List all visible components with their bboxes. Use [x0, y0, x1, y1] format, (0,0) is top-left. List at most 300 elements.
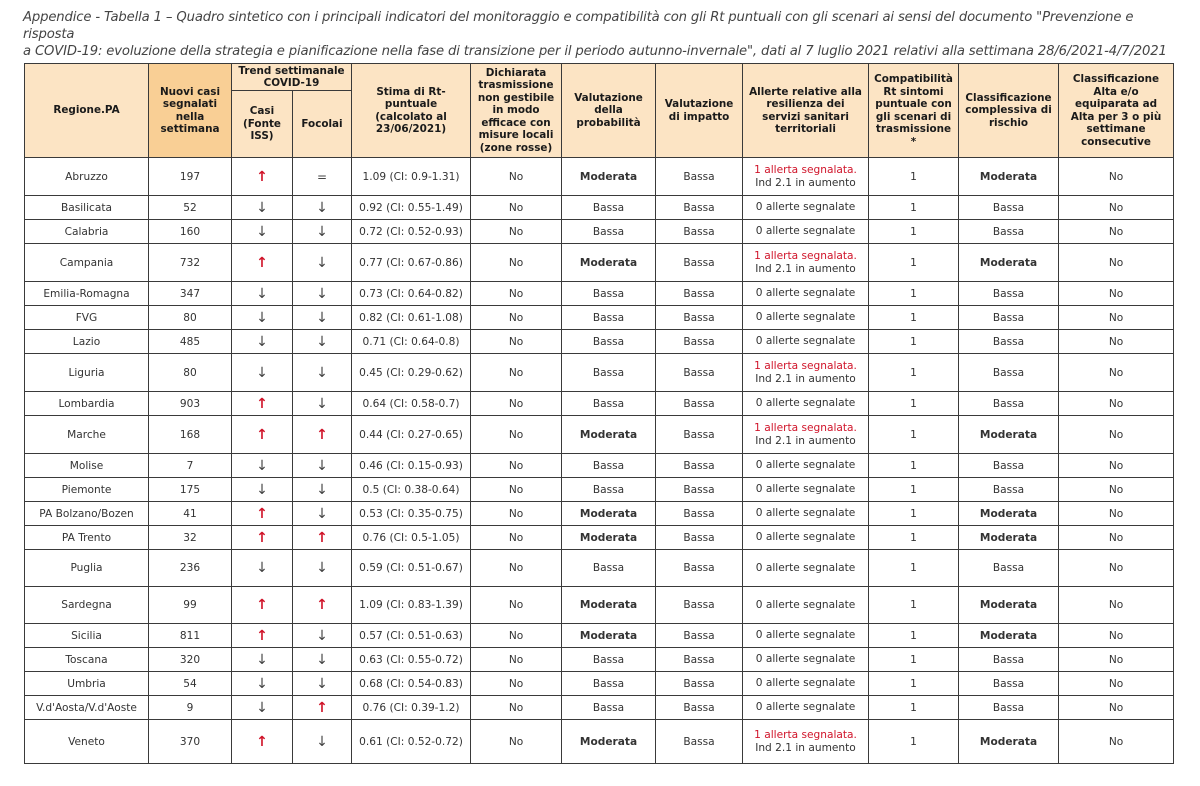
- cell-regione: Campania: [25, 244, 149, 282]
- alert-status: 0 allerte segnalate: [755, 201, 856, 213]
- header-impatto: Valutazione di impatto: [656, 64, 743, 158]
- cell-allerte: [743, 502, 869, 526]
- cell-probabilita: Moderata: [562, 624, 656, 648]
- cell-alta: No: [1059, 416, 1174, 454]
- cell-nuovi-casi: 236: [149, 550, 232, 587]
- alert-status: 1 allerta segnalata.: [754, 421, 857, 434]
- cell-compatibilita: 1: [869, 158, 959, 196]
- table-row: [25, 550, 1174, 587]
- alert-detail: Ind 2.1 in aumento: [755, 434, 856, 447]
- cell-nuovi-casi: 80: [149, 306, 232, 330]
- cell-classificazione: Bassa: [959, 196, 1059, 220]
- arrow-up-icon: ↑: [256, 529, 268, 546]
- alert-status: 0 allerte segnalate: [755, 598, 856, 611]
- cell-rt: 0.76 (CI: 0.5-1.05): [352, 526, 471, 550]
- cell-regione: PA Bolzano/Bozen: [25, 502, 149, 526]
- cell-rt: 1.09 (CI: 0.9-1.31): [352, 158, 471, 196]
- cell-probabilita: Bassa: [562, 330, 656, 354]
- cell-impatto: Bassa: [656, 416, 743, 454]
- cell-impatto: Bassa: [656, 244, 743, 282]
- cell-nuovi-casi: 811: [149, 624, 232, 648]
- cell-probabilita: Moderata: [562, 502, 656, 526]
- cell-classificazione: Bassa: [959, 306, 1059, 330]
- cell-nuovi-casi: 9: [149, 696, 232, 720]
- cell-trasmissione: No: [471, 478, 562, 502]
- cell-rt: 0.76 (CI: 0.39-1.2): [352, 696, 471, 720]
- alert-status: 1 allerta segnalata.: [754, 249, 857, 262]
- cell-compatibilita: 1: [869, 672, 959, 696]
- cell-alta: No: [1059, 282, 1174, 306]
- cell-trasmissione: No: [471, 158, 562, 196]
- cell-regione: Veneto: [25, 720, 149, 764]
- cell-alta: No: [1059, 478, 1174, 502]
- alert-status: 1 allerta segnalata.: [754, 359, 857, 372]
- cell-compatibilita: 1: [869, 696, 959, 720]
- cell-regione: Basilicata: [25, 196, 149, 220]
- cell-nuovi-casi: 320: [149, 648, 232, 672]
- arrow-up-icon: ↑: [316, 597, 328, 613]
- cell-trend-casi: [232, 454, 293, 478]
- alert-status: 0 allerte segnalate: [755, 225, 856, 237]
- cell-trend-focolai: [293, 550, 352, 587]
- cell-alta: No: [1059, 306, 1174, 330]
- cell-allerte: [743, 392, 869, 416]
- cell-compatibilita: 1: [869, 220, 959, 244]
- cell-impatto: Bassa: [656, 220, 743, 244]
- cell-allerte: [743, 454, 869, 478]
- cell-regione: Sardegna: [25, 587, 149, 624]
- cell-trasmissione: No: [471, 550, 562, 587]
- cell-trend-casi: [232, 720, 293, 764]
- arrow-down-icon: ↓: [256, 223, 268, 240]
- header-allerte: Allerte relative alla resilienza dei servizi sanitari territoriali: [743, 64, 869, 158]
- cell-trasmissione: No: [471, 416, 562, 454]
- cell-probabilita: Moderata: [562, 158, 656, 196]
- arrow-down-icon: ↓: [316, 560, 328, 576]
- caption-line-2: a COVID-19: evoluzione della strategia e pianificazione nella fase di transizione per il periodo autunno-invernale", dati al 7 luglio 2021 relativi alla settimana 28/6/2021-4/7/2021: [23, 44, 1167, 59]
- cell-classificazione: Bassa: [959, 454, 1059, 478]
- alert-status: 0 allerte segnalate: [755, 653, 856, 665]
- cell-trend-casi: [232, 587, 293, 624]
- cell-probabilita: Bassa: [562, 196, 656, 220]
- cell-trasmissione: No: [471, 624, 562, 648]
- alert-status: 0 allerte segnalate: [755, 311, 856, 323]
- cell-allerte: [743, 220, 869, 244]
- arrow-up-icon: ↑: [256, 597, 268, 613]
- cell-classificazione: Bassa: [959, 550, 1059, 587]
- cell-trend-focolai: [293, 478, 352, 502]
- table-row: [25, 502, 1174, 526]
- cell-compatibilita: 1: [869, 550, 959, 587]
- cell-trasmissione: No: [471, 502, 562, 526]
- cell-trasmissione: No: [471, 330, 562, 354]
- table-row: [25, 416, 1174, 454]
- arrow-down-icon: ↓: [316, 395, 328, 412]
- arrow-up-icon: ↑: [256, 733, 268, 750]
- cell-rt: 0.57 (CI: 0.51-0.63): [352, 624, 471, 648]
- cell-rt: 0.44 (CI: 0.27-0.65): [352, 416, 471, 454]
- header-probabilita: Valutazione della probabilità: [562, 64, 656, 158]
- cell-rt: 0.72 (CI: 0.52-0.93): [352, 220, 471, 244]
- cell-trasmissione: No: [471, 672, 562, 696]
- table-row: [25, 526, 1174, 550]
- cell-alta: No: [1059, 696, 1174, 720]
- cell-rt: 0.64 (CI: 0.58-0.7): [352, 392, 471, 416]
- cell-trend-focolai: [293, 672, 352, 696]
- cell-rt: 0.73 (CI: 0.64-0.82): [352, 282, 471, 306]
- alert-status: 0 allerte segnalate: [755, 459, 856, 471]
- table-row: [25, 672, 1174, 696]
- cell-allerte: [743, 196, 869, 220]
- cell-regione: Toscana: [25, 648, 149, 672]
- cell-allerte: [743, 354, 869, 392]
- arrow-down-icon: ↓: [256, 309, 268, 326]
- arrow-up-icon: ↑: [316, 529, 328, 546]
- header-classificazione: Classificazione complessiva di rischio: [959, 64, 1059, 158]
- cell-alta: No: [1059, 158, 1174, 196]
- cell-trasmissione: No: [471, 392, 562, 416]
- cell-probabilita: Moderata: [562, 244, 656, 282]
- table-row: [25, 306, 1174, 330]
- cell-regione: Marche: [25, 416, 149, 454]
- header-compatibilita: Compatibilità Rt sintomi puntuale con gli scenari di trasmissione *: [869, 64, 959, 158]
- cell-trend-casi: [232, 392, 293, 416]
- cell-allerte: [743, 720, 869, 764]
- table-row: [25, 648, 1174, 672]
- arrow-down-icon: ↓: [256, 333, 268, 350]
- alert-detail: Ind 2.1 in aumento: [755, 262, 856, 275]
- arrow-down-icon: ↓: [316, 364, 328, 381]
- cell-nuovi-casi: 160: [149, 220, 232, 244]
- alert-status: 0 allerte segnalate: [755, 701, 856, 713]
- table-row: [25, 330, 1174, 354]
- cell-probabilita: Bassa: [562, 354, 656, 392]
- cell-trasmissione: No: [471, 306, 562, 330]
- arrow-down-icon: ↓: [256, 457, 268, 474]
- arrow-down-icon: ↓: [316, 223, 328, 240]
- cell-compatibilita: 1: [869, 587, 959, 624]
- cell-trend-casi: [232, 696, 293, 720]
- cell-nuovi-casi: 52: [149, 196, 232, 220]
- cell-impatto: Bassa: [656, 648, 743, 672]
- table-row: [25, 624, 1174, 648]
- table-row: [25, 720, 1174, 764]
- cell-nuovi-casi: 175: [149, 478, 232, 502]
- arrow-down-icon: ↓: [316, 733, 328, 750]
- arrow-down-icon: ↓: [256, 675, 268, 692]
- cell-rt: 0.5 (CI: 0.38-0.64): [352, 478, 471, 502]
- table-row: [25, 454, 1174, 478]
- cell-trend-focolai: [293, 330, 352, 354]
- cell-trend-casi: [232, 158, 293, 196]
- arrow-down-icon: ↓: [316, 333, 328, 350]
- cell-compatibilita: 1: [869, 282, 959, 306]
- cell-probabilita: Bassa: [562, 648, 656, 672]
- header-alta: Classificazione Alta e/o equiparata ad Alta per 3 o più settimane consecutive: [1059, 64, 1174, 158]
- cell-trend-focolai: [293, 720, 352, 764]
- alert-status: 0 allerte segnalate: [755, 531, 856, 543]
- cell-probabilita: Moderata: [562, 720, 656, 764]
- cell-compatibilita: 1: [869, 196, 959, 220]
- cell-trend-casi: [232, 648, 293, 672]
- alert-status: 0 allerte segnalate: [755, 335, 856, 347]
- cell-impatto: Bassa: [656, 454, 743, 478]
- cell-allerte: [743, 526, 869, 550]
- table-row: [25, 696, 1174, 720]
- cell-trend-casi: [232, 526, 293, 550]
- cell-alta: No: [1059, 454, 1174, 478]
- cell-classificazione: Bassa: [959, 696, 1059, 720]
- cell-alta: No: [1059, 220, 1174, 244]
- table-row: [25, 587, 1174, 624]
- cell-impatto: Bassa: [656, 392, 743, 416]
- cell-trasmissione: No: [471, 196, 562, 220]
- arrow-down-icon: ↓: [256, 364, 268, 381]
- cell-nuovi-casi: 80: [149, 354, 232, 392]
- cell-trend-casi: [232, 478, 293, 502]
- cell-trend-casi: [232, 196, 293, 220]
- cell-impatto: Bassa: [656, 696, 743, 720]
- arrow-down-icon: ↓: [256, 285, 268, 302]
- cell-trasmissione: No: [471, 220, 562, 244]
- cell-trend-focolai: [293, 220, 352, 244]
- cell-rt: 1.09 (CI: 0.83-1.39): [352, 587, 471, 624]
- alert-status: 0 allerte segnalate: [755, 629, 856, 641]
- monitoring-table: [24, 63, 1174, 764]
- cell-trend-focolai: [293, 282, 352, 306]
- header-focolai: Focolai: [293, 91, 352, 158]
- cell-trasmissione: No: [471, 587, 562, 624]
- cell-regione: FVG: [25, 306, 149, 330]
- cell-trend-casi: [232, 244, 293, 282]
- arrow-down-icon: ↓: [316, 651, 328, 668]
- cell-trend-casi: [232, 672, 293, 696]
- cell-impatto: Bassa: [656, 196, 743, 220]
- cell-regione: Lazio: [25, 330, 149, 354]
- cell-trend-focolai: [293, 696, 352, 720]
- cell-probabilita: Moderata: [562, 416, 656, 454]
- cell-allerte: [743, 648, 869, 672]
- cell-compatibilita: 1: [869, 478, 959, 502]
- cell-classificazione: Bassa: [959, 478, 1059, 502]
- cell-impatto: Bassa: [656, 282, 743, 306]
- cell-classificazione: Bassa: [959, 672, 1059, 696]
- arrow-down-icon: ↓: [316, 285, 328, 302]
- cell-compatibilita: 1: [869, 330, 959, 354]
- cell-classificazione: Moderata: [959, 502, 1059, 526]
- cell-classificazione: Bassa: [959, 282, 1059, 306]
- cell-rt: 0.68 (CI: 0.54-0.83): [352, 672, 471, 696]
- cell-nuovi-casi: 99: [149, 587, 232, 624]
- cell-trend-casi: [232, 306, 293, 330]
- cell-allerte: [743, 330, 869, 354]
- alert-status: 0 allerte segnalate: [755, 483, 856, 495]
- cell-rt: 0.77 (CI: 0.67-0.86): [352, 244, 471, 282]
- cell-compatibilita: 1: [869, 454, 959, 478]
- cell-classificazione: Bassa: [959, 354, 1059, 392]
- cell-alta: No: [1059, 648, 1174, 672]
- cell-trend-casi: [232, 220, 293, 244]
- cell-regione: Sicilia: [25, 624, 149, 648]
- cell-probabilita: Bassa: [562, 282, 656, 306]
- cell-probabilita: Bassa: [562, 392, 656, 416]
- alert-status: 0 allerte segnalate: [755, 507, 856, 519]
- cell-trend-focolai: [293, 392, 352, 416]
- cell-probabilita: Bassa: [562, 478, 656, 502]
- cell-trend-focolai: [293, 624, 352, 648]
- cell-trend-focolai: [293, 196, 352, 220]
- arrow-down-icon: ↓: [316, 309, 328, 326]
- cell-allerte: [743, 282, 869, 306]
- cell-rt: 0.46 (CI: 0.15-0.93): [352, 454, 471, 478]
- cell-impatto: Bassa: [656, 478, 743, 502]
- arrow-down-icon: ↓: [316, 627, 328, 644]
- cell-impatto: Bassa: [656, 526, 743, 550]
- table-row: [25, 354, 1174, 392]
- arrow-up-icon: ↑: [256, 168, 268, 185]
- cell-trasmissione: No: [471, 354, 562, 392]
- cell-alta: No: [1059, 624, 1174, 648]
- cell-impatto: Bassa: [656, 158, 743, 196]
- cell-classificazione: Bassa: [959, 220, 1059, 244]
- cell-trend-casi: [232, 624, 293, 648]
- arrow-down-icon: ↓: [316, 505, 328, 522]
- arrow-up-icon: ↑: [256, 254, 268, 271]
- cell-trasmissione: No: [471, 526, 562, 550]
- cell-probabilita: Bassa: [562, 672, 656, 696]
- cell-classificazione: Bassa: [959, 330, 1059, 354]
- cell-regione: Abruzzo: [25, 158, 149, 196]
- cell-compatibilita: 1: [869, 354, 959, 392]
- cell-classificazione: Bassa: [959, 648, 1059, 672]
- cell-trend-focolai: [293, 502, 352, 526]
- cell-regione: Lombardia: [25, 392, 149, 416]
- header-rt: Stima di Rt-puntuale (calcolato al 23/06/2021): [352, 64, 471, 158]
- cell-compatibilita: 1: [869, 306, 959, 330]
- cell-trend-focolai: [293, 454, 352, 478]
- arrow-up-icon: ↑: [256, 395, 268, 412]
- cell-allerte: [743, 624, 869, 648]
- arrow-down-icon: ↓: [316, 675, 328, 692]
- alert-detail: Ind 2.1 in aumento: [755, 372, 856, 385]
- cell-trend-focolai: [293, 354, 352, 392]
- cell-compatibilita: 1: [869, 648, 959, 672]
- cell-impatto: Bassa: [656, 587, 743, 624]
- arrow-up-icon: ↑: [256, 505, 268, 522]
- header-trasmissione: Dichiarata trasmissione non gestibile in modo efficace con misure locali (zone rosse): [471, 64, 562, 158]
- cell-trend-focolai: [293, 158, 352, 196]
- table-row: [25, 158, 1174, 196]
- cell-trend-focolai: [293, 416, 352, 454]
- cell-allerte: [743, 158, 869, 196]
- cell-rt: 0.45 (CI: 0.29-0.62): [352, 354, 471, 392]
- header-regione: Regione.PA: [25, 64, 149, 158]
- cell-compatibilita: 1: [869, 720, 959, 764]
- cell-impatto: Bassa: [656, 354, 743, 392]
- cell-regione: Emilia-Romagna: [25, 282, 149, 306]
- arrow-up-icon: ↑: [316, 426, 328, 443]
- caption-line-1: Appendice - Tabella 1 – Quadro sintetico con i principali indicatori del monitoraggio e compatibilità con gli Rt puntuali con gli scenari ai sensi del documento "Prevenzione e risposta: [23, 10, 1134, 42]
- cell-alta: No: [1059, 587, 1174, 624]
- cell-classificazione: Bassa: [959, 392, 1059, 416]
- cell-nuovi-casi: 485: [149, 330, 232, 354]
- cell-trend-casi: [232, 354, 293, 392]
- cell-alta: No: [1059, 354, 1174, 392]
- arrow-down-icon: ↓: [256, 199, 268, 216]
- cell-regione: PA Trento: [25, 526, 149, 550]
- alert-status: 1 allerta segnalata.: [754, 163, 857, 176]
- cell-trend-casi: [232, 330, 293, 354]
- cell-alta: No: [1059, 196, 1174, 220]
- cell-trend-casi: [232, 282, 293, 306]
- cell-regione: Calabria: [25, 220, 149, 244]
- cell-trend-focolai: [293, 306, 352, 330]
- cell-trend-focolai: [293, 244, 352, 282]
- alert-status: 0 allerte segnalate: [755, 397, 856, 409]
- arrow-down-icon: ↓: [316, 199, 328, 216]
- cell-compatibilita: 1: [869, 244, 959, 282]
- cell-classificazione: Moderata: [959, 244, 1059, 282]
- cell-impatto: Bassa: [656, 502, 743, 526]
- table-row: [25, 220, 1174, 244]
- cell-nuovi-casi: 7: [149, 454, 232, 478]
- cell-allerte: [743, 306, 869, 330]
- cell-alta: No: [1059, 392, 1174, 416]
- cell-classificazione: Moderata: [959, 624, 1059, 648]
- cell-nuovi-casi: 41: [149, 502, 232, 526]
- cell-impatto: Bassa: [656, 720, 743, 764]
- cell-allerte: [743, 587, 869, 624]
- cell-probabilita: Moderata: [562, 587, 656, 624]
- cell-compatibilita: 1: [869, 416, 959, 454]
- alert-detail: Ind 2.1 in aumento: [755, 741, 856, 754]
- cell-impatto: Bassa: [656, 306, 743, 330]
- alert-status: 0 allerte segnalate: [755, 677, 856, 689]
- cell-alta: No: [1059, 550, 1174, 587]
- header-nuovi-casi: Nuovi casi segnalati nella settimana: [149, 64, 232, 158]
- cell-regione: V.d'Aosta/V.d'Aoste: [25, 696, 149, 720]
- cell-compatibilita: 1: [869, 624, 959, 648]
- cell-regione: Liguria: [25, 354, 149, 392]
- cell-alta: No: [1059, 526, 1174, 550]
- cell-allerte: [743, 478, 869, 502]
- cell-trasmissione: No: [471, 244, 562, 282]
- cell-trend-casi: [232, 502, 293, 526]
- cell-allerte: [743, 672, 869, 696]
- table-row: [25, 244, 1174, 282]
- arrow-down-icon: ↓: [256, 699, 268, 716]
- cell-classificazione: Moderata: [959, 158, 1059, 196]
- cell-classificazione: Moderata: [959, 720, 1059, 764]
- cell-trasmissione: No: [471, 282, 562, 306]
- alert-status: 0 allerte segnalate: [755, 287, 856, 299]
- table-body: [25, 158, 1174, 764]
- cell-alta: No: [1059, 244, 1174, 282]
- arrow-down-icon: ↓: [316, 254, 328, 271]
- cell-compatibilita: 1: [869, 392, 959, 416]
- table-row: [25, 282, 1174, 306]
- table-row: [25, 196, 1174, 220]
- cell-regione: Puglia: [25, 550, 149, 587]
- cell-probabilita: Bassa: [562, 696, 656, 720]
- cell-rt: 0.92 (CI: 0.55-1.49): [352, 196, 471, 220]
- cell-alta: No: [1059, 502, 1174, 526]
- cell-trend-focolai: [293, 526, 352, 550]
- cell-impatto: Bassa: [656, 624, 743, 648]
- cell-classificazione: Moderata: [959, 526, 1059, 550]
- cell-impatto: Bassa: [656, 672, 743, 696]
- cell-rt: 0.63 (CI: 0.55-0.72): [352, 648, 471, 672]
